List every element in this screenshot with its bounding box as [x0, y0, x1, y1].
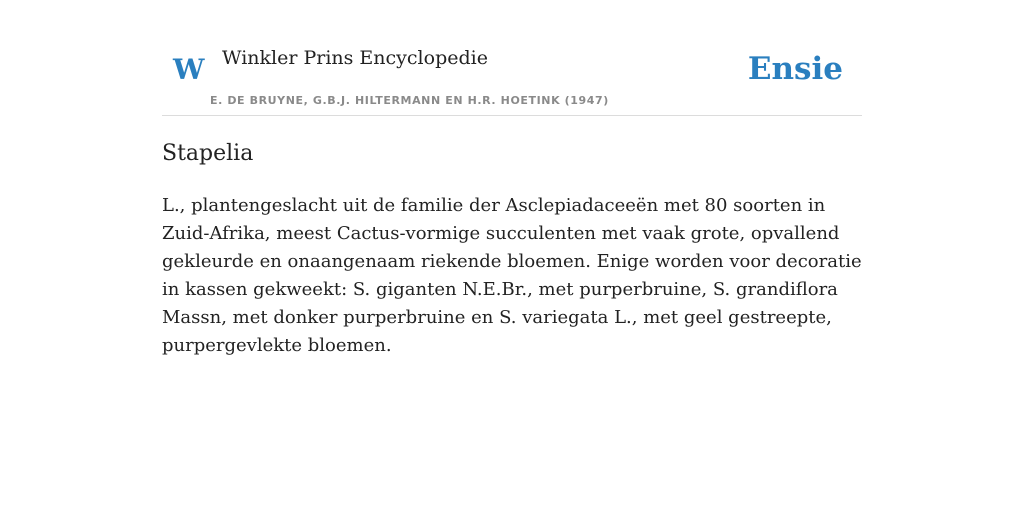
- article-body: L., plantengeslacht uit de familie der Asclepiadaceeën met 80 soorten in Zuid-Afrika, meest Cactus-vormige succulenten met vaak grote, opvallend gekleurde en onaangenaam riekende bloemen. Enige worden voor decoratie in kassen gekweekt: S. giganten N.E.Br., met purperbruine, S. grandiflora Massn, met donker purperbruine en S. variegata L., met geel gestreepte, purpergevlekte bloemen.: [162, 195, 862, 356]
- source-header: [162, 0, 862, 116]
- article-title: Stapelia: [162, 141, 254, 166]
- winkler-prins-logo: W: [173, 53, 205, 86]
- ensie-logo-link[interactable]: Ensie: [747, 51, 843, 87]
- source-authors: E. DE BRUYNE, G.B.J. HILTERMANN EN H.R. HOETINK (1947): [210, 94, 609, 107]
- source-title[interactable]: Winkler Prins Encyclopedie: [222, 47, 488, 69]
